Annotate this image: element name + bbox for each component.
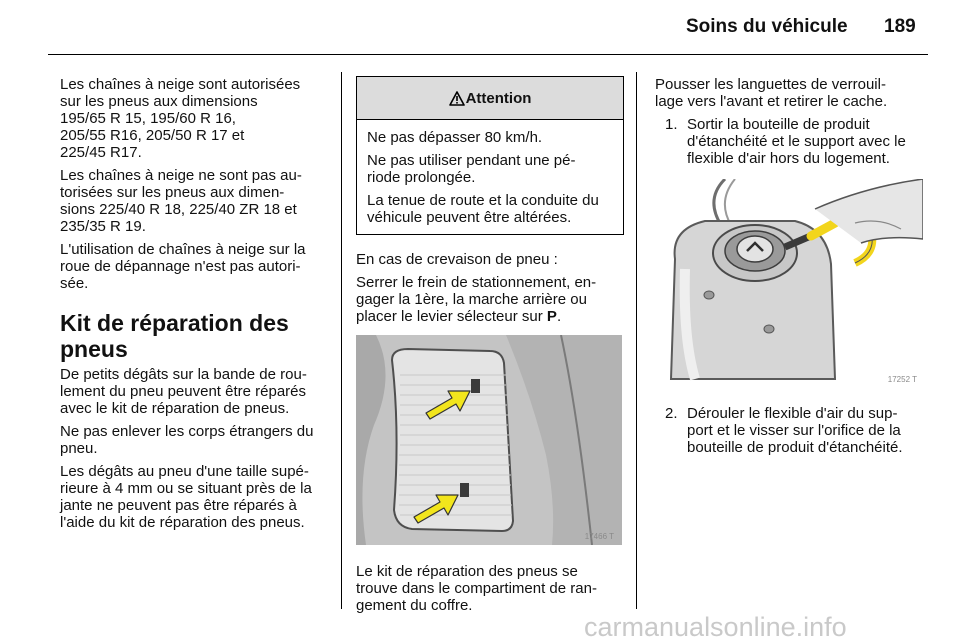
parking-brake-text-end: . xyxy=(556,308,562,325)
step-item xyxy=(655,405,927,456)
step-item xyxy=(655,116,927,167)
puncture-paragraph: En cas de crevaison de pneu : xyxy=(356,251,558,268)
attention-line: Ne pas dépasser 80 km/h. xyxy=(367,129,543,146)
sealant-bottle-illustration xyxy=(665,179,927,391)
column-1 xyxy=(60,76,335,537)
page-header-title: Soins du véhicule xyxy=(686,16,848,37)
warning-icon xyxy=(449,91,465,106)
damage-limit-paragraph: Les dégâts au pneu d'une taille supé- rieure à 4 mm ou se situant près de la jante ne peuvent pas être réparés à l'aide du kit de réparation des pneus. xyxy=(60,463,312,531)
column-2 xyxy=(356,76,624,620)
locking-tabs-paragraph: Pousser les languettes de verrouil- lage vers l'avant et retirer le cache. xyxy=(655,76,888,110)
parking-brake-paragraph xyxy=(356,274,624,325)
page-number: 189 xyxy=(884,16,916,37)
parking-brake-text: Serrer le frein de stationnement, en- gager la 1ère, la marche arrière ou placer le levier sélecteur sur xyxy=(356,274,597,325)
column-divider-1 xyxy=(341,72,342,609)
kit-location-paragraph: Le kit de réparation des pneus se trouve dans le compartiment de ran- gement du coffre. xyxy=(356,563,597,614)
column-3 xyxy=(655,76,927,456)
step-number: 1. xyxy=(665,116,678,133)
step-text: Sortir la bouteille de produit d'étanchéité et le support avec le flexible d'air hors du logement. xyxy=(687,116,906,167)
figure-code: 17252 T xyxy=(887,375,917,384)
attention-line: La tenue de route et la conduite du véhicule peuvent être altérées. xyxy=(367,192,599,226)
snow-chains-allowed-paragraph: Les chaînes à neige sont autorisées sur les pneus aux dimensions 195/65 R 15, 195/60 R 16, 205/55 R16, 205/50 R 17 et 225/45 R17. xyxy=(60,76,301,161)
column-divider-2 xyxy=(636,72,637,609)
attention-header xyxy=(357,77,623,120)
header-rule xyxy=(48,54,928,55)
storage-compartment-illustration xyxy=(356,335,624,549)
attention-body xyxy=(357,120,623,234)
figure-code: 17466 T xyxy=(584,532,614,541)
foreign-objects-paragraph: Ne pas enlever les corps étrangers du pneu. xyxy=(60,423,314,457)
spare-wheel-chains-paragraph: L'utilisation de chaînes à neige sur la roue de dépannage n'est pas autori- sée. xyxy=(60,241,306,292)
step-text: Dérouler le flexible d'air du sup- port et le visser sur l'orifice de la bouteille de produit d'étanchéité. xyxy=(687,405,903,456)
selector-position-p: P xyxy=(546,308,557,325)
step-number: 2. xyxy=(665,405,678,422)
steps-list xyxy=(655,116,927,167)
attention-title: Attention xyxy=(465,89,532,107)
attention-box xyxy=(356,76,624,235)
snow-chains-not-allowed-paragraph: Les chaînes à neige ne sont pas au- torisées sur les pneus aux dimen- sions 225/40 R 18, 225/40 ZR 18 et 235/35 R 19. xyxy=(60,167,302,235)
repair-kit-intro-paragraph: De petits dégâts sur la bande de rou- lement du pneu peuvent être réparés avec le kit de réparation de pneus. xyxy=(60,366,307,417)
watermark: carmanualsonline.info xyxy=(584,612,847,642)
attention-line: Ne pas utiliser pendant une pé- riode prolongée. xyxy=(367,152,576,186)
steps-list-continued xyxy=(655,405,927,456)
section-heading: Kit de réparation des pneus xyxy=(60,310,289,362)
